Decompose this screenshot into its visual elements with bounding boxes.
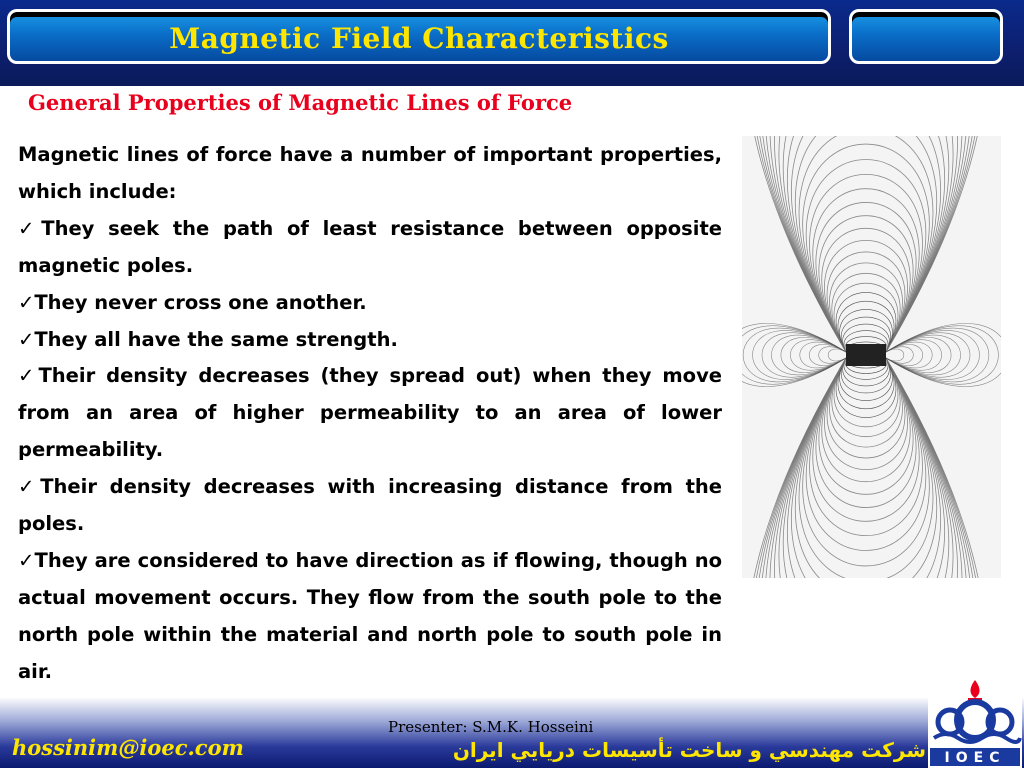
check-icon: ✓ <box>18 548 35 572</box>
company-logo <box>928 676 1022 768</box>
company-name: شرکت مهندسي و ساخت تأسيسات دريايي ايران <box>452 738 926 762</box>
bullet-item <box>18 358 722 469</box>
logo-text: IOEC <box>944 750 1006 766</box>
slide-title: Magnetic Field Characteristics <box>169 22 669 55</box>
bullet-item <box>18 469 722 543</box>
bar-magnet <box>846 344 886 366</box>
bullet-item <box>18 211 722 285</box>
bullet-text: Their density decreases (they spread out) when they move from an area of higher permeability to an area of lower permeability. <box>18 364 723 462</box>
check-icon: ✓ <box>18 364 39 388</box>
bullet-item <box>18 543 722 691</box>
bullet-text: They all have the same strength. <box>34 327 398 351</box>
bullet-item <box>18 285 722 322</box>
slide-subtitle: General Properties of Magnetic Lines of Force <box>28 90 573 115</box>
bullet-text: They seek the path of least resistance between opposite magnetic poles. <box>18 216 722 277</box>
bullet-text: They never cross one another. <box>34 290 367 314</box>
header-bar <box>0 0 1024 86</box>
bullet-item <box>18 322 722 359</box>
intro-paragraph: Magnetic lines of force have a number of important properties, which include: <box>18 143 722 203</box>
check-icon: ✓ <box>18 475 41 499</box>
title-box <box>7 9 831 64</box>
magnetic-field-figure <box>742 136 1001 578</box>
header-side-box <box>849 9 1003 64</box>
email-link[interactable]: hossinim@ioec.com <box>12 735 244 760</box>
bullet-text: They are considered to have direction as if flowing, though no actual movement occurs. They flow from the south pole to the north pole within the material and north pole to south pole in air. <box>18 548 723 683</box>
ioec-logo-icon <box>928 676 1022 768</box>
check-icon: ✓ <box>18 290 35 314</box>
check-icon: ✓ <box>18 327 35 351</box>
magnetic-field-lines-icon <box>742 136 1001 578</box>
presenter-label: Presenter: S.M.K. Hosseini <box>388 718 594 736</box>
check-icon: ✓ <box>18 216 42 240</box>
content-text <box>18 137 722 691</box>
bullet-text: Their density decreases with increasing distance from the poles. <box>18 475 723 536</box>
